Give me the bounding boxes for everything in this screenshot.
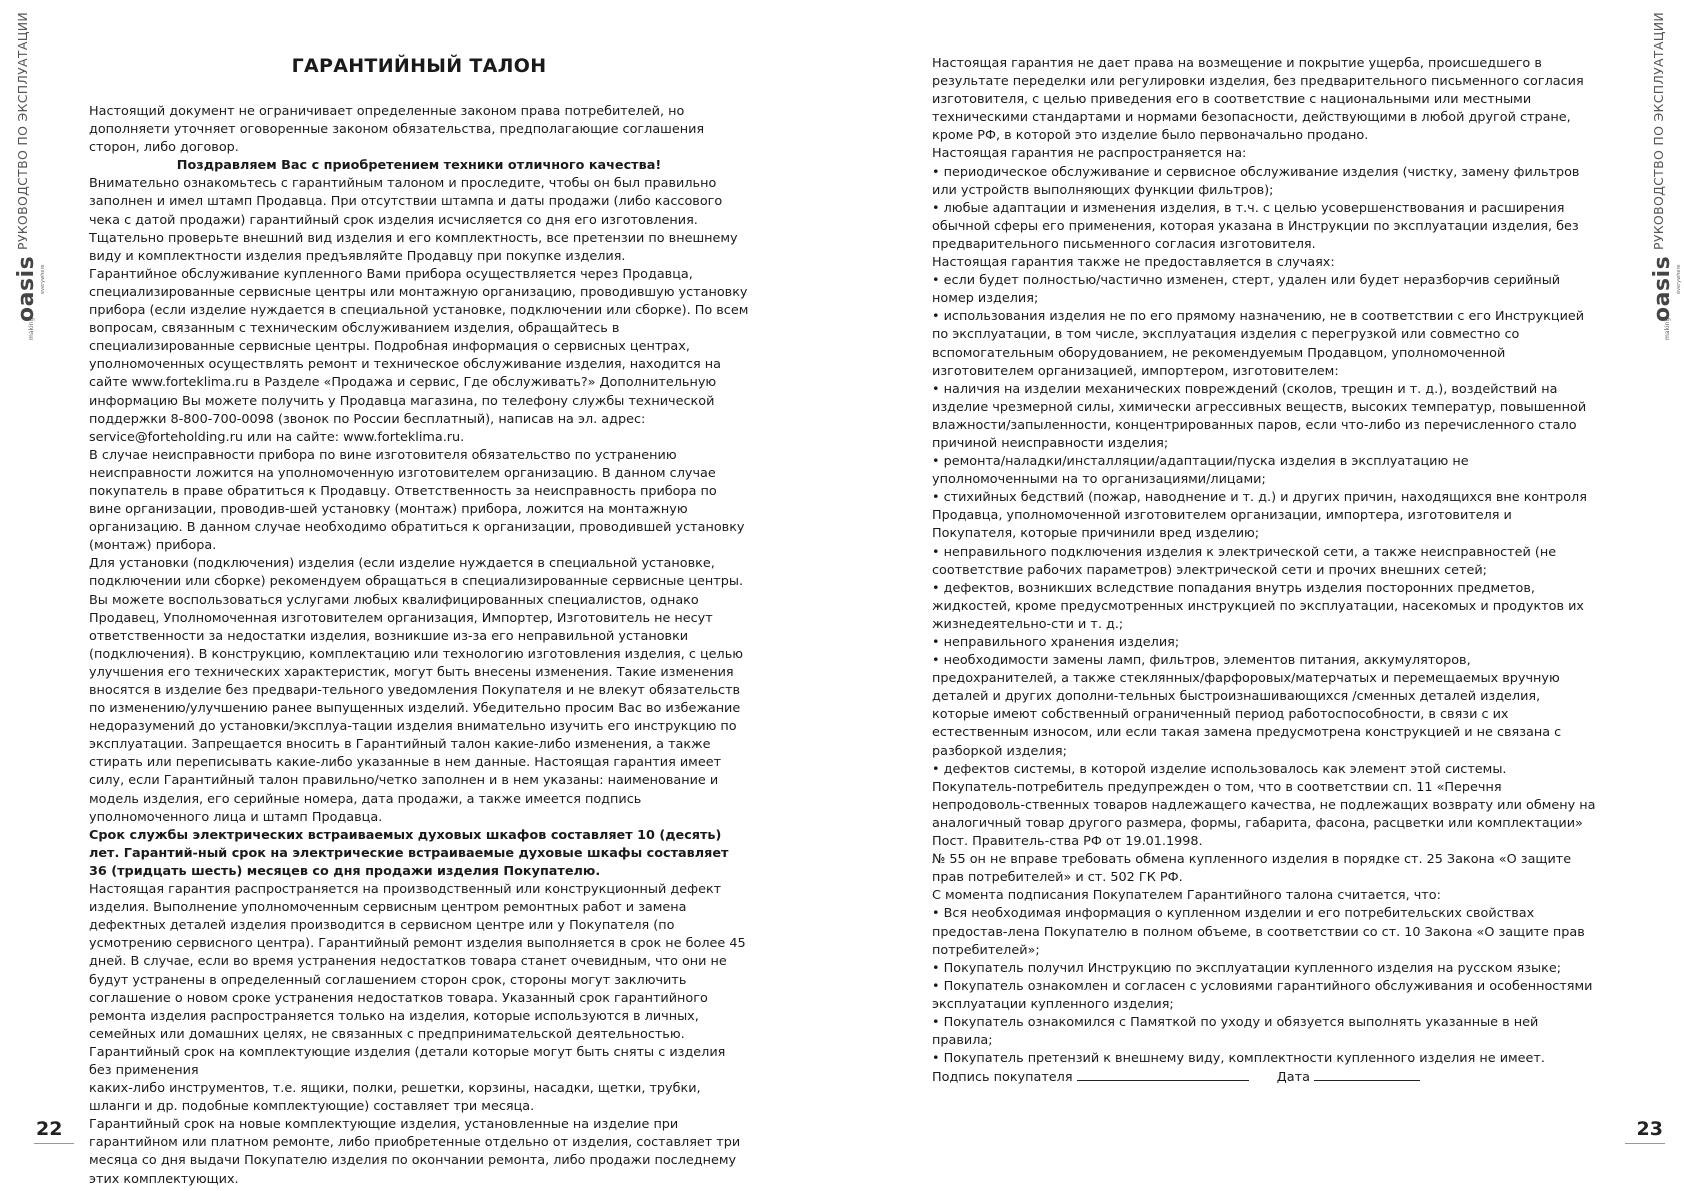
right-sidebar — [1644, 0, 1684, 560]
list-item: • стихийных бедствий (пожар, наводнение и т. д.) и других причин, находящихся вне контроля Продавца, уполномоченной изготовителем организации, импортера, изготовителя и Покупателя, которые причинили вред изделию; — [932, 490, 1587, 542]
list-item: • дефектов, возникших вследствие попадания внутрь изделия посторонних предметов, жидкостей, кроме предусмотренных инструкцией по эксплуатации, насекомых и продуктов их жизнедеятельно-сти и т. д.; — [932, 580, 1584, 632]
paragraph: Настоящая гарантия также не предоставляется в случаях: — [932, 255, 1335, 271]
list-item: • Покупатель ознакомлен и согласен с условиями гарантийного обслуживания и особенностями эксплуатации купленного изделия; — [932, 978, 1593, 1012]
paragraph: Гарантийное обслуживание купленного Вами прибора осуществляется через Продавца, специализированные сервисные центры или монтажную организацию, проводившую установку прибора (если изделие нуждается в специальной установке, подключении или сборке). По всем вопросам, связанным с техническим обслуживанием изделия, обращайтесь в специализированные сервисные центры. Подробная информация о сервисных центрах, уполномоченных осуществлять ремонт и техническое обслуживание изделия, находится на сайте www.forteklima.ru в Разделе «Продажа и сервис, Где обслуживать?» Дополнительную информацию Вы можете получить у Продавца магазина, по телефону службы технической поддержки 8-800-700-0098 (звонок по России бесплатный), написав на эл. адрес: service@forteholding.ru или на сайте: www.forteklima.ru. — [89, 266, 749, 445]
paragraph: Гарантийный срок на новые комплектующие изделия, установленные на изделие при гарантийном или платном ремонте, либо приобретенные отдельно от изделия, составляет три месяца со дня выдачи Покупателю изделия по окончании ремонта, либо продажи последнему этих комплектующих. — [89, 1117, 741, 1187]
list-item: • наличия на изделии механических повреждений (сколов, трещин и т. д.), воздействий на изделие чрезмерной силы, химически агрессивных веществ, высоких температур, повышенной влажности/запыленности, концентрированных паров, если что-либо из перечисленного стало причиной неисправности изделия; — [932, 381, 1587, 451]
list-item: • неправильного подключения изделия к электрической сети, а также неисправностей (не соответствие рабочих параметров) электрической сети и прочих внешних сетей; — [932, 544, 1557, 578]
congrats-line: Поздравляем Вас с приобретением техники отличного качества! — [176, 158, 662, 174]
page-number: 23 — [1625, 1118, 1665, 1144]
paragraph: Настоящий документ не ограничивает определенные законом права потребителей, но дополняети уточняет оговоренные законом обязательства, предполагающие соглашения сторон, либо договор. — [89, 104, 705, 156]
paragraph: С момента подписания Покупателем Гарантийного талона считается, что: — [932, 888, 1441, 904]
signature-field[interactable] — [1077, 1068, 1249, 1081]
list-item: • если будет полностью/частично изменен, стерт, удален или будет неразборчив серийный номер изделия; — [932, 273, 1561, 307]
list-item: • дефектов системы, в которой изделие использовалось как элемент этой системы. — [932, 761, 1507, 777]
paragraph: Для установки (подключения) изделия (если изделие нуждается в специальной установке, подключении или сборке) рекомендуем обращаться в специализированные сервисные центры. Вы можете воспользоваться услугами любых квалифицированных специалистов, однако Продавец, Уполномоченная изготовителем организация, Импортер, Изготовитель не несут ответственности за недостатки изделия, возникшие из-за его неправильной установки (подключения). В конструкцию, комплектацию или технологию изготовления изделия, с целью улучшения его технических характеристик, могут быть внесены изменения. Такие изменения вносятся в изделие без предвари-тельного уведомления Покупателя и не влекут обязательств по изменению/улучшению ранее выпущенных изделий. Убедительно просим Вас во избежание недоразумений до установки/эксплуа-тации изделия внимательно изучить его инструкцию по эксплуатации. Запрещается вносить в Гарантийный талон какие-либо изменения, а также стирать или переписывать какие-либо указанные в нем данные. Настоящая гарантия имеет силу, если Гарантийный талон правильно/четко заполнен и в нем указаны: наименование и модель изделия, его серийные номера, дата продажи, а также имеется подпись уполномоченного лица и штамп Продавца. — [89, 556, 744, 825]
list-item: • Вся необходимая информация о купленном изделии и его потребительских свойствах предостав-лена Покупателю в полном объеме, в соответствии со ст. 10 Закона «О защите прав потребителей»; — [932, 906, 1585, 958]
list-item: • необходимости замены ламп, фильтров, элементов питания, аккумуляторов, предохранителей, а также стеклянных/фарфоровых/матерчатых и перемещаемых вручную деталей и других дополни-тельных быстроизнашивающихся /сменных деталей изделия, которые имеют собственный ограниченный период работоспособности, в связи с их естественным износом, или если такая замена предусмотрена конструкцией и не связана с разборкой изделия; — [932, 653, 1562, 759]
service-life-notice: Срок службы электрических встраиваемых духовых шкафов составляет 10 (десять) лет. Гарантий-ный срок на электрические встраиваемые духовые шкафы составляет 36 (тридцать шесть) месяцев со дня продажи изделия Покупателю. — [89, 827, 729, 879]
paragraph: Настоящая гарантия распространяется на производственный или конструкционный дефект изделия. Выполнение уполномоченным сервисным центром ремонтных работ и замена дефектных деталей изделия производится в сервисном центре или у Покупателя (по усмотрению сервисного центра). Гарантийный ремонт изделия выполняется в срок не более 45 дней. В случае, если во время устранения недостатков товара станет очевидным, что они не будут устранены в определенный соглашением сторон срок, стороны могут заключить соглашение о новом сроке устранения недостатков товара. Указанный срок гарантийного ремонта изделия распространяется только на изделия, которые используются в личных, семейных или домашних целях, не связанных с предпринимательской деятельностью. — [89, 882, 746, 1042]
paragraph: Покупатель-потребитель предупрежден о том, что в соответствии сп. 11 «Перечня непродоволь-ственных товаров надлежащего качества, не подлежащих возврату или обмену на аналогичный товар другого размера, формы, габарита, фасона, расцветки или комплектации» Пост. Правитель-ства РФ от 19.01.1998. — [932, 779, 1596, 850]
list-item: • Покупатель получил Инструкцию по эксплуатации купленного изделия на русском языке; — [932, 960, 1562, 976]
page-title: ГАРАНТИЙНЫЙ ТАЛОН — [291, 55, 547, 77]
paragraph: Настоящая гарантия не распространяется на: — [932, 146, 1247, 162]
oasis-logo: making oasis everywhere — [14, 255, 46, 340]
paragraph: Внимательно ознакомьтесь с гарантийным талоном и проследите, чтобы он был правильно заполнен и имел штамп Продавца. При отсутствии штампа и даты продажи (либо кассового чека с датой продажи) гарантийный срок изделия исчисляется со дня его изготовления. Тщательно проверьте внешний вид изделия и его комплектность, все претензии по внешнему виду и комплектности изделия предъявляйте Продавцу при покупке изделия. — [89, 176, 738, 264]
list-item: • ремонта/наладки/инсталляции/адаптации/пуска изделия в эксплуатацию не уполномоченными на то организациями/лицами; — [932, 454, 1469, 488]
left-sidebar — [8, 0, 48, 560]
list-item: • любые адаптации и изменения изделия, в т.ч. с целью усовершенствования и расширения обычной сферы его применения, которая указана в Инструкции по эксплуатации изделия, без предварительного письменного согласия изготовителя. — [932, 200, 1579, 252]
list-item: • использования изделия не по его прямому назначению, не в соответствии с его Инструкцией по эксплуатации, в том числе, эксплуатация изделия с перегрузкой или совместно со вспомогательным оборудованием, не рекомендуемым Продавцом, уполномоченной изготовителем организацией, импортером, изготовителем: — [932, 309, 1585, 379]
paragraph: № 55 он не вправе требовать обмена купленного изделия в порядке ст. 25 Закона «О защите прав потребителей» и ст. 502 ГК РФ. — [932, 852, 1572, 886]
signature-label: Подпись покупателя — [932, 1070, 1073, 1085]
date-field[interactable] — [1314, 1068, 1420, 1081]
paragraph: Гарантийный срок на комплектующие изделия (детали которые могут быть сняты с изделия без применения — [89, 1044, 726, 1078]
page-number: 22 — [34, 1118, 74, 1144]
oasis-logo: making oasis everywhere — [1650, 255, 1682, 340]
list-item: • Покупатель претензий к внешнему виду, комплектности купленного изделия не имеет. — [932, 1051, 1545, 1067]
paragraph: каких-либо инструментов, т.е. ящики, полки, решетки, корзины, насадки, щетки, трубки, шланги и др. подобные комплектующие) составляет три месяца. — [89, 1081, 701, 1115]
signature-row — [932, 1068, 1596, 1087]
sidebar-title: РУКОВОДСТВО ПО ЭКСПЛУАТАЦИИ — [15, 11, 30, 250]
paragraph: В случае неисправности прибора по вине изготовителя обязательство по устранению неисправности ложится на уполномоченную изготовителем организацию. В данном случае покупатель в праве обратиться к Продавцу. Ответственность за неисправность прибора по вине организации, проводив-шей установку (монтаж) прибора, ложится на монтажную организацию. В данном случае необходимо обратиться к организации, проводившей установку (монтаж) прибора. — [89, 447, 745, 554]
list-item: • Покупатель ознакомился с Памяткой по уходу и обязуется выполнять указанные в ней правила; — [932, 1014, 1539, 1049]
sidebar-title: РУКОВОДСТВО ПО ЭКСПЛУАТАЦИИ — [1651, 11, 1666, 250]
list-item: • периодическое обслуживание и сервисное обслуживание изделия (чистку, замену фильтров или устройств выполняющих функции фильтров); — [932, 164, 1580, 198]
date-label: Дата — [1276, 1070, 1310, 1085]
paragraph: Настоящая гарантия не дает права на возмещение и покрытие ущерба, происшедшего в результате переделки или регулировки изделия, без предварительного письменного согласия изготовителя, с целью приведения его в соответствие с национальными или местными техническими стандартами и нормами безопасности, действующими в любой другой стране, кроме РФ, в которой это изделие было первоначально продано. — [932, 56, 1584, 144]
list-item: • неправильного хранения изделия; — [932, 635, 1180, 650]
left-page-content — [89, 55, 749, 1189]
right-page-content — [932, 55, 1596, 1068]
